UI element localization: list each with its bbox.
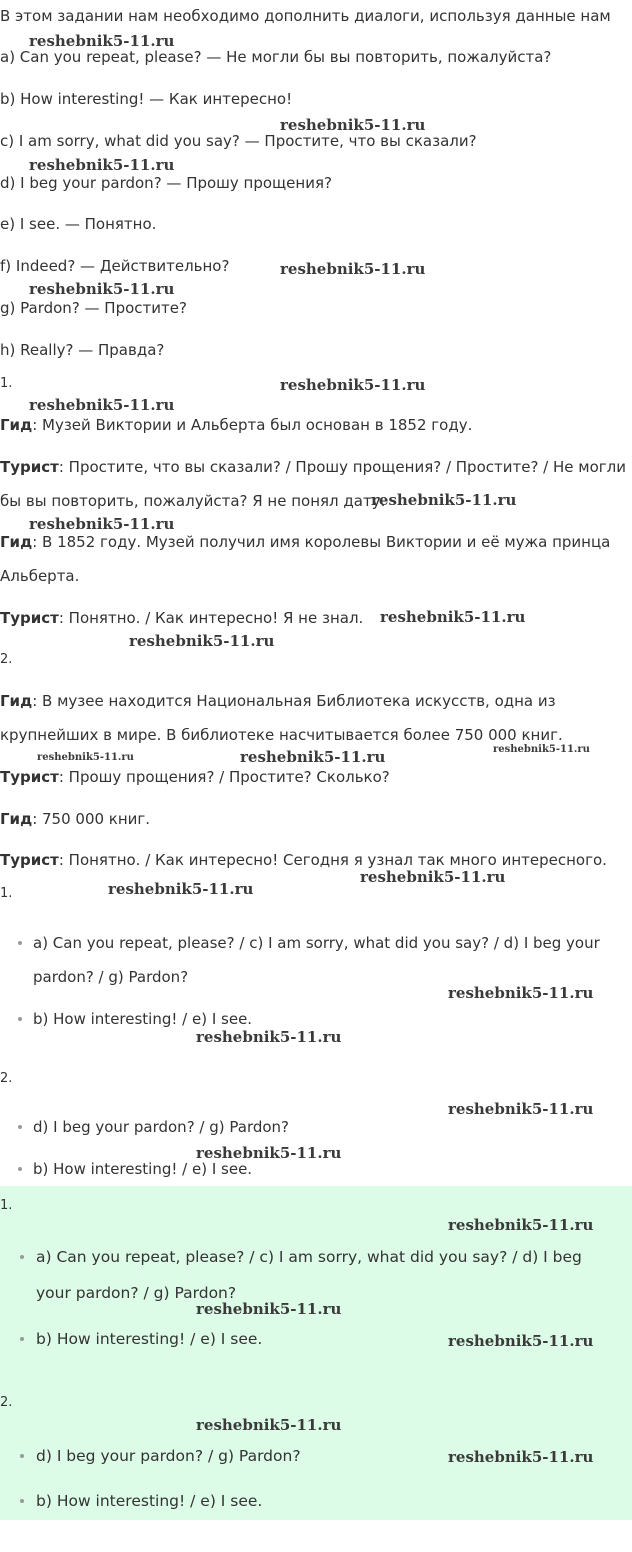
answer-item: d) I beg your pardon? / g) Pardon? (33, 1118, 290, 1136)
watermark: reshebnik5-11.ru (280, 376, 426, 394)
watermark: reshebnik5-11.ru (196, 1028, 342, 1046)
dialog2-tourist1: Турист: Прошу прощения? / Простите? Сколько? (0, 768, 390, 786)
guide-label: Гид (0, 692, 33, 710)
bullet-icon (18, 1017, 22, 1021)
watermark: reshebnik5-11.ru (280, 116, 426, 134)
tourist-label: Турист (0, 458, 59, 476)
watermark: reshebnik5-11.ru (129, 632, 275, 650)
phrase-f: f) Indeed? — Действительно? (0, 257, 230, 275)
phrase-b: b) How interesting! — Как интересно! (0, 90, 293, 108)
boxed-number-2: 2. (0, 1395, 13, 1410)
bullet-icon (20, 1255, 24, 1259)
dialog1-guide2: Гид: В 1852 году. Музей получил имя королевы Виктории и её мужа принца (0, 533, 611, 551)
watermark: reshebnik5-11.ru (196, 1416, 342, 1434)
bullet-icon (20, 1454, 24, 1458)
bullet-icon (18, 1125, 22, 1129)
answers-number-2: 2. (0, 1071, 13, 1086)
dialog1-tourist2: Турист: Понятно. / Как интересно! Я не знал. (0, 609, 364, 627)
dialog2-number: 2. (0, 652, 13, 667)
dialog1-number: 1. (0, 376, 13, 391)
dialog2-guide1: Гид: В музее находится Национальная Библиотека искусств, одна из (0, 692, 556, 710)
intro-text: В этом задании нам необходимо дополнить диалоги, используя данные нам (0, 7, 611, 25)
bullet-icon (20, 1499, 24, 1503)
watermark: reshebnik5-11.ru (380, 608, 526, 626)
tourist-label: Турист (0, 609, 59, 627)
watermark: reshebnik5-11.ru (29, 32, 175, 50)
answer-item-cont: pardon? / g) Pardon? (33, 968, 189, 986)
answer-item: a) Can you repeat, please? / c) I am sorry, what did you say? / d) I beg your (33, 934, 600, 952)
watermark: reshebnik5-11.ru (29, 156, 175, 174)
watermark: reshebnik5-11.ru (371, 491, 517, 509)
dialog2-tourist2: Турист: Понятно. / Как интересно! Сегодня я узнал так много интересного. (0, 851, 607, 869)
phrase-h: h) Really? — Правда? (0, 341, 165, 359)
boxed-number-1: 1. (0, 1198, 13, 1213)
watermark: reshebnik5-11.ru (448, 1100, 594, 1118)
watermark: reshebnik5-11.ru (29, 280, 175, 298)
phrase-g: g) Pardon? — Простите? (0, 299, 187, 317)
bullet-icon (20, 1337, 24, 1341)
watermark: reshebnik5-11.ru (240, 748, 386, 766)
watermark: reshebnik5-11.ru (29, 396, 175, 414)
watermark: reshebnik5-11.ru (360, 868, 506, 886)
bullet-icon (18, 1167, 22, 1171)
tourist-label: Турист (0, 768, 59, 786)
watermark: reshebnik5-11.ru (108, 880, 254, 898)
watermark: reshebnik5-11.ru (196, 1300, 342, 1318)
watermark: reshebnik5-11.ru (448, 1216, 594, 1234)
boxed-answer-item-cont: your pardon? / g) Pardon? (36, 1284, 237, 1302)
boxed-answer-item: a) Can you repeat, please? / c) I am sorry, what did you say? / d) I beg (36, 1248, 582, 1266)
answer-highlight-box (0, 1186, 632, 1520)
watermark: reshebnik5-11.ru (37, 752, 134, 763)
phrase-e: e) I see. — Понятно. (0, 215, 157, 233)
answer-item: b) How interesting! / e) I see. (33, 1160, 253, 1178)
answers-number-1: 1. (0, 886, 13, 901)
dialog2-guide1-cont: крупнейших в мире. В библиотеке насчитывается более 750 000 книг. (0, 726, 563, 744)
watermark: reshebnik5-11.ru (448, 984, 594, 1002)
tourist-label: Турист (0, 851, 59, 869)
dialog1-tourist1-cont: бы вы повторить, пожалуйста? Я не понял дату. (0, 492, 386, 510)
guide-label: Гид (0, 533, 33, 551)
watermark: reshebnik5-11.ru (448, 1448, 594, 1466)
guide-label: Гид (0, 810, 33, 828)
boxed-answer-item: b) How interesting! / e) I see. (36, 1330, 263, 1348)
watermark: reshebnik5-11.ru (196, 1144, 342, 1162)
phrase-d: d) I beg your pardon? — Прошу прощения? (0, 174, 332, 192)
guide-label: Гид (0, 416, 33, 434)
answer-item: b) How interesting! / e) I see. (33, 1010, 253, 1028)
phrase-a: a) Can you repeat, please? — Не могли бы вы повторить, пожалуйста? (0, 48, 552, 66)
watermark: reshebnik5-11.ru (29, 515, 175, 533)
boxed-answer-item: b) How interesting! / e) I see. (36, 1492, 263, 1510)
watermark: reshebnik5-11.ru (448, 1332, 594, 1350)
boxed-answer-item: d) I beg your pardon? / g) Pardon? (36, 1447, 301, 1465)
bullet-icon (18, 941, 22, 945)
dialog1-tourist1: Турист: Простите, что вы сказали? / Прошу прощения? / Простите? / Не могли (0, 458, 626, 476)
watermark: reshebnik5-11.ru (280, 260, 426, 278)
phrase-c: c) I am sorry, what did you say? — Простите, что вы сказали? (0, 132, 477, 150)
dialog2-guide2: Гид: 750 000 книг. (0, 810, 151, 828)
dialog1-guide1: Гид: Музей Виктории и Альберта был основан в 1852 году. (0, 416, 473, 434)
watermark: reshebnik5-11.ru (493, 744, 590, 755)
dialog1-guide2-cont: Альберта. (0, 567, 80, 585)
